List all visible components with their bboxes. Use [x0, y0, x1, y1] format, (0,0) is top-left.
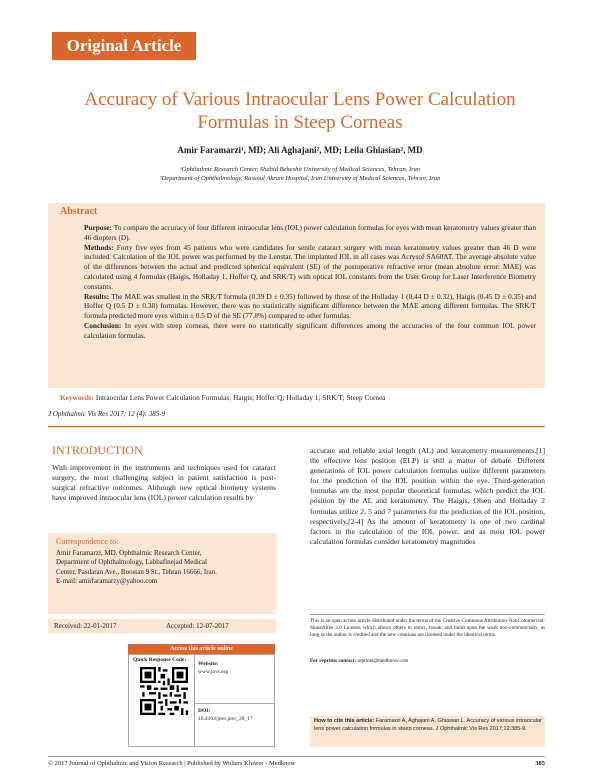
reprints-label: For reprints contact:: [310, 658, 357, 664]
reprints-contact: [310, 658, 408, 664]
footer-divider: [48, 756, 545, 757]
affiliation-2: ²Department of Ophthalmology, Rassoul Akram Hospital, Iran University of Medical Sciences, Tehran, Iran: [159, 175, 441, 182]
abstract-methods: [84, 243, 536, 292]
purpose-text: To compare the accuracy of four different intraocular lens (IOL) power calculation formulas for eyes with mean keratometry values greater than 46 diopters (D).: [84, 223, 536, 242]
page-footer: [48, 760, 545, 767]
journal-citation: J Ophthalmic Vis Res 2017; 12 (4): 385-9: [48, 410, 166, 418]
doi-block: [198, 707, 253, 723]
methods-label: Methods:: [84, 242, 114, 252]
website-label: Website:: [198, 661, 219, 667]
access-divider: [194, 654, 195, 747]
page-number: 385: [535, 760, 545, 767]
article-type-tag: Original Article: [52, 32, 196, 60]
conclusion-text: In eyes with steep corneas, there were no statistically significant differences among the accuracies of the four common IOL power calculation formulas.: [84, 320, 536, 340]
website-link[interactable]: www.jovr.org: [198, 669, 229, 675]
author-list: Amir Faramarzi¹, MD; Ali Aghajani², MD; Leila Ghiasian², MD: [177, 145, 423, 155]
conclusion-label: Conclusion:: [84, 320, 122, 330]
accepted-date: Accepted: 12-07-2017: [166, 622, 229, 630]
dates-box: [48, 619, 276, 633]
access-divider: [194, 703, 275, 704]
correspondence-heading: Correspondence to:: [56, 537, 119, 546]
title-line-1: Accuracy of Various Intraocular Lens Power Calculation: [84, 89, 516, 110]
introduction-left-column: With improvement in the instruments and techniques used for cataract surgery, the most challenging subject in patient satisfaction is post-surgical refractive outcomes. Although new optical biometry systems have improved intraocular lens (IOL) power calculation results by: [52, 463, 276, 503]
introduction-heading: INTRODUCTION: [52, 443, 143, 457]
how-to-cite-text: Faramarzi A, Aghajani A, Ghiasian L. Accuracy of various intraocular lens power calculation formulas in steep corneas. J Ophthalmic Vis Res 2017;12:385-9.: [314, 718, 542, 732]
results-label: Results:: [84, 291, 110, 301]
introduction-right-column: accurate and reliable axial length (AL) and keratometry measurements,[1] the effective lens position (ELP) is still a matter of debate. Different generations of IOL power calculation formulas utilize different parameters for the prediction of the IOL position within the eye. Third-generation formulas are the most popular theoretical formulas, which predict the IOL position by the AL and keratometry. The Haigis, Olsen and Holladay 2 formulas utilize 2, 5 and 7 parameters for the prediction of the IOL position, respectively.[2-4] As the amount of keratometry is one of two cardinal factors in the calculation of the IOL power, and as most IOL power calculation formulas consider keratometry magnitudes: [310, 446, 545, 546]
correspondence-line: Department of Ophthalmology, Labbafinejad Medical: [56, 558, 207, 567]
footer-copyright: © 2017 Journal of Ophthalmic and Vision Research | Published by Wolters Kluwer - Medknow: [48, 760, 296, 767]
doi-label: DOI:: [198, 708, 211, 714]
abstract-purpose: [84, 223, 536, 243]
abstract-results: [84, 292, 536, 321]
open-access-note: This is an open access article distributed under the terms of the Creative Commons Attribution-NonCommercial-ShareAlike 3.0 License, which allows others to remix, tweak, and build upon the work non-commercially, as long as the author is credited and the new creations are licensed under the identical terms.: [310, 614, 545, 640]
keywords: [60, 393, 550, 402]
doi-link[interactable]: 10.4103/jovr.jovr_20_17: [198, 716, 253, 722]
correspondence-line: Amir Faramarzi, MD. Ophthalmic Research Center,: [56, 549, 202, 557]
purpose-label: Purpose:: [84, 223, 112, 232]
results-text: The MAE was smallest in the SRK/T formula (0.39 D ± 0.35) followed by those of the Holladay 1 (0.44 D ± 0.32), Haigis (0.45 D ± 0.35) and Hoffer Q (0.5 D ± 0.38) formulas. However, there was no statistically significant difference between the MAE among different formulas. The SRK/T formula predicted more eyes within ± 0.5 D of the SE (77.8%) compared to other formulas.: [84, 291, 536, 321]
methods-text: Forty five eyes from 45 patients who were candidates for senile cataract surgery with mean keratometry values greater than 46 D were included. Calculation of the IOL power was performed by the Lenstar. The implanted IOL in all cases was Acrysof SA60AT. The average absolute value of the differences between the actual and predicted spherical equivalent (SE) of the postoperative refractive error (mean absolute error: MAE) was calculated using 4 formulas (Haigis, Holladay 1, Hoffer Q, and SRK/T) with optical IOL constants from the User Group for Laser Interference Biometry constants.: [84, 242, 536, 291]
abstract-body: [84, 223, 536, 341]
article-title: [40, 88, 560, 134]
received-date: Received: 22-01-2017: [54, 622, 117, 630]
abstract-conclusion: [84, 321, 536, 341]
title-line-2: Formulas in Steep Corneas: [197, 112, 403, 133]
keywords-text: Intraocular Lens Power Calculation Formulas; Haigis; Hoffer Q; Holladay 1; SRK/T; Steep Cornea: [95, 393, 386, 402]
keywords-label: Keywords:: [60, 393, 95, 402]
abstract-heading: Abstract: [60, 206, 98, 217]
section-divider: [48, 426, 545, 427]
correspondence-details: [56, 549, 271, 586]
how-to-cite: [314, 718, 542, 733]
how-to-cite-label: How to cite this article:: [314, 718, 375, 724]
affiliation-1: ¹Ophthalmic Research Center, Shahid Beheshti University of Medical Sciences, Tehran, Iran: [179, 166, 421, 173]
access-online-bar: Access this article online: [128, 644, 275, 654]
website-block: [198, 660, 228, 676]
reprints-email[interactable]: reprints@medknow.com: [357, 658, 409, 664]
correspondence-email: E-mail: amirfaramarzy@yahoo.com: [56, 576, 158, 585]
correspondence-line: Center, Pasdaran Ave., Boostan 9 St., Tehran 16666, Iran.: [56, 567, 217, 576]
affiliations: [40, 165, 560, 183]
qr-code-label: Quick Response Code:: [133, 657, 187, 663]
qr-code-icon[interactable]: [140, 667, 188, 715]
